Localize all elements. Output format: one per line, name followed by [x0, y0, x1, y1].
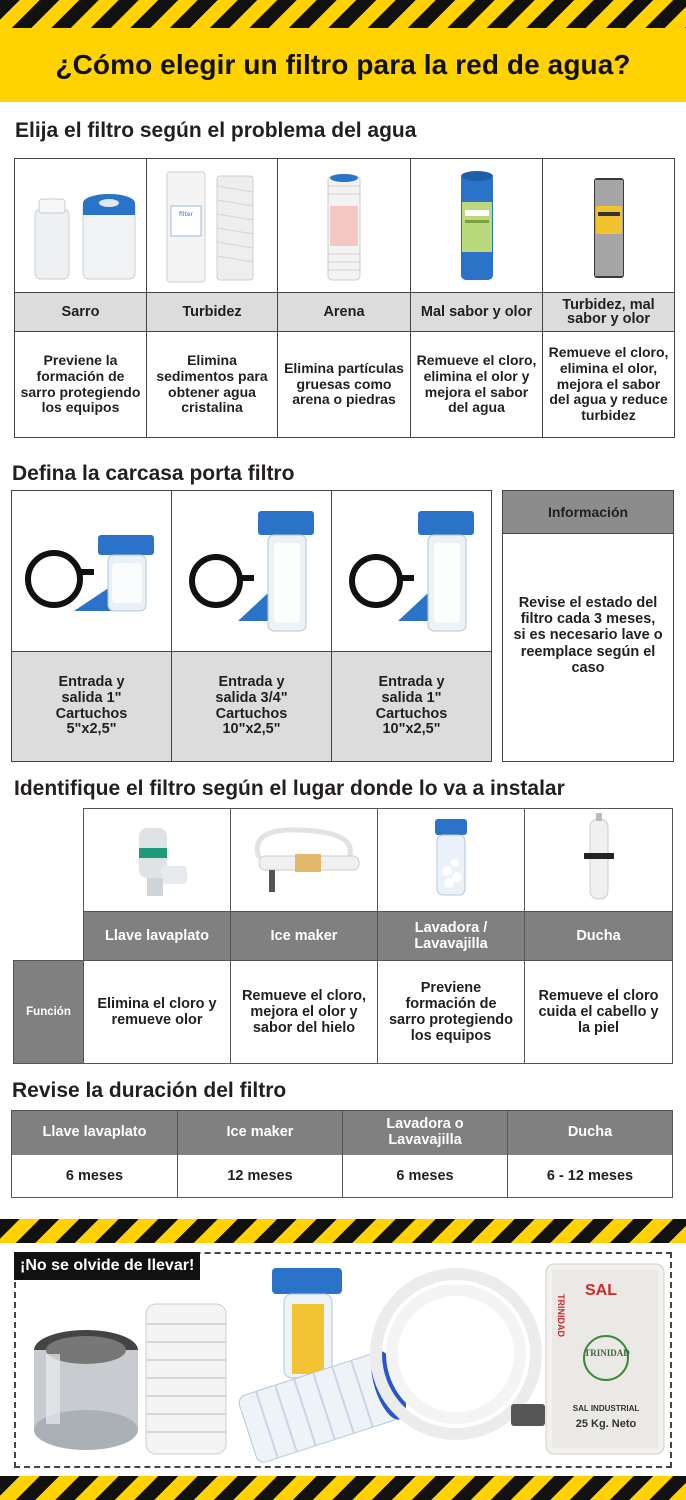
duration-place: Lavadora o Lavavajilla	[343, 1111, 507, 1155]
housing-column	[172, 491, 332, 761]
duration-column	[343, 1111, 508, 1197]
housing-small-image	[12, 491, 171, 651]
duration-value: 12 meses	[227, 1168, 293, 1184]
scale-filter-image	[15, 159, 146, 292]
function-row-label: Función	[13, 960, 84, 1064]
housing-spec-line: salida 3/4"	[215, 689, 288, 706]
faucet-filter-image	[83, 808, 231, 912]
housing-column	[12, 491, 172, 761]
place-label: Ice maker	[230, 911, 378, 961]
housing-spec	[332, 651, 491, 761]
housing-spec-line: Cartuchos	[55, 705, 128, 722]
info-body: Revise el estado del filtro cada 3 meses, si es necesario lave o reemplace según el caso	[513, 594, 663, 676]
place-function: Elimina el cloro y remueve olor	[83, 960, 231, 1064]
reminder-box	[14, 1252, 672, 1468]
salt-bag-side-text: TRINIDAD	[556, 1294, 566, 1337]
salt-bag-logo: TRINIDAD	[584, 1348, 630, 1358]
housing-spec-line: 10"x2,5"	[222, 721, 281, 738]
duration-value: 6 meses	[65, 1168, 124, 1184]
location-table	[13, 808, 673, 1064]
duration-place: Ducha	[508, 1111, 672, 1155]
problem-label: Arena	[278, 292, 410, 332]
problem-description: Remueve el cloro, elimina el olor, mejora el sabor del agua y reduce turbidez	[548, 344, 669, 423]
housing-spec-line: Cartuchos	[215, 705, 288, 722]
problem-description: Elimina partículas gruesas como arena o piedras	[284, 359, 404, 408]
duration-value: 6 meses	[396, 1168, 454, 1184]
problem-column	[278, 159, 411, 437]
housing-spec-line: 5"x2,5"	[66, 721, 117, 738]
place-function: Previene formación de sarro protegiendo los equipos	[377, 960, 525, 1064]
carbon-filter-image	[411, 159, 542, 292]
housing-spec-line: 10"x2,5"	[382, 721, 441, 738]
mesh-filter-image	[278, 159, 410, 292]
duration-place: Ice maker	[178, 1111, 342, 1155]
place-function: Remueve el cloro cuida el cabello y la piel	[524, 960, 673, 1064]
problem-column	[411, 159, 543, 437]
housing-spec-line: Cartuchos	[375, 705, 448, 722]
section3-title: Identifique el filtro según el lugar donde lo va a instalar	[14, 777, 565, 800]
problem-label: Sarro	[15, 292, 146, 332]
housing-spec-line: Entrada y	[58, 674, 125, 691]
title-banner	[0, 28, 686, 102]
problem-label: Turbidez, mal sabor y olor	[543, 292, 674, 332]
section1-title: Elija el filtro según el problema del agua	[15, 119, 417, 142]
problem-description: Remueve el cloro, elimina el olor y mejora el sabor del agua	[416, 352, 537, 416]
salt-bag-brand: SAL	[585, 1282, 617, 1299]
svg-text:filter: filter	[179, 210, 193, 218]
hazard-stripe-middle	[0, 1219, 686, 1243]
problem-table	[14, 158, 675, 438]
housing-spec-line: salida 1"	[381, 689, 442, 706]
housing-large-image	[332, 491, 491, 651]
duration-column	[12, 1111, 178, 1197]
duration-table	[11, 1110, 673, 1198]
place-label: Llave lavaplato	[83, 911, 231, 961]
housing-table	[11, 490, 492, 762]
problem-label: Turbidez	[147, 292, 277, 332]
problem-description: Previene la formación de sarro protegiendo los equipos	[20, 352, 141, 416]
housing-image	[272, 1268, 342, 1378]
hazard-stripe-bottom	[0, 1476, 686, 1500]
aerator-image	[34, 1330, 138, 1450]
housing-spec-line: Entrada y	[378, 674, 445, 691]
housing-spec	[172, 651, 331, 761]
section2-title: Defina la carcasa porta filtro	[12, 462, 295, 485]
reminder-label: ¡No se olvide de llevar!	[14, 1252, 200, 1280]
duration-place: Llave lavaplato	[12, 1111, 177, 1155]
carbon-block-filter-image	[543, 159, 674, 292]
hose-connector-image	[511, 1404, 545, 1426]
salt-bag-weight: 25 Kg. Neto	[575, 1418, 637, 1430]
shower-filter-image	[524, 808, 673, 912]
housing-spec-line: Entrada y	[218, 674, 285, 691]
problem-column	[147, 159, 278, 437]
problem-column	[543, 159, 674, 437]
section4-title: Revise la duración del filtro	[12, 1079, 287, 1102]
page-title: ¿Cómo elegir un filtro para la red de agua?	[55, 49, 631, 80]
ice-maker-filter-image	[230, 808, 378, 912]
housing-large-image	[172, 491, 331, 651]
hazard-stripe-top	[0, 0, 686, 28]
duration-column	[178, 1111, 343, 1197]
duration-value: 6 - 12 meses	[546, 1168, 634, 1184]
duration-column	[508, 1111, 672, 1197]
problem-column	[15, 159, 147, 437]
info-box	[502, 490, 674, 762]
salt-bag-product: SAL INDUSTRIAL	[572, 1404, 640, 1413]
place-label: Lavadora / Lavavajilla	[377, 911, 525, 961]
pleated-filter-image	[146, 1304, 226, 1454]
housing-spec	[12, 651, 171, 761]
housing-column	[332, 491, 491, 761]
problem-description: Elimina sedimentos para obtener agua cristalina	[156, 352, 268, 416]
problem-label: Mal sabor y olor	[411, 292, 542, 332]
place-function: Remueve el cloro, mejora el olor y sabor del hielo	[230, 960, 378, 1064]
washer-filter-image	[377, 808, 525, 912]
housing-spec-line: salida 1"	[61, 689, 122, 706]
info-header: Información	[503, 491, 673, 534]
place-label: Ducha	[524, 911, 673, 961]
sediment-filter-image	[147, 159, 277, 292]
